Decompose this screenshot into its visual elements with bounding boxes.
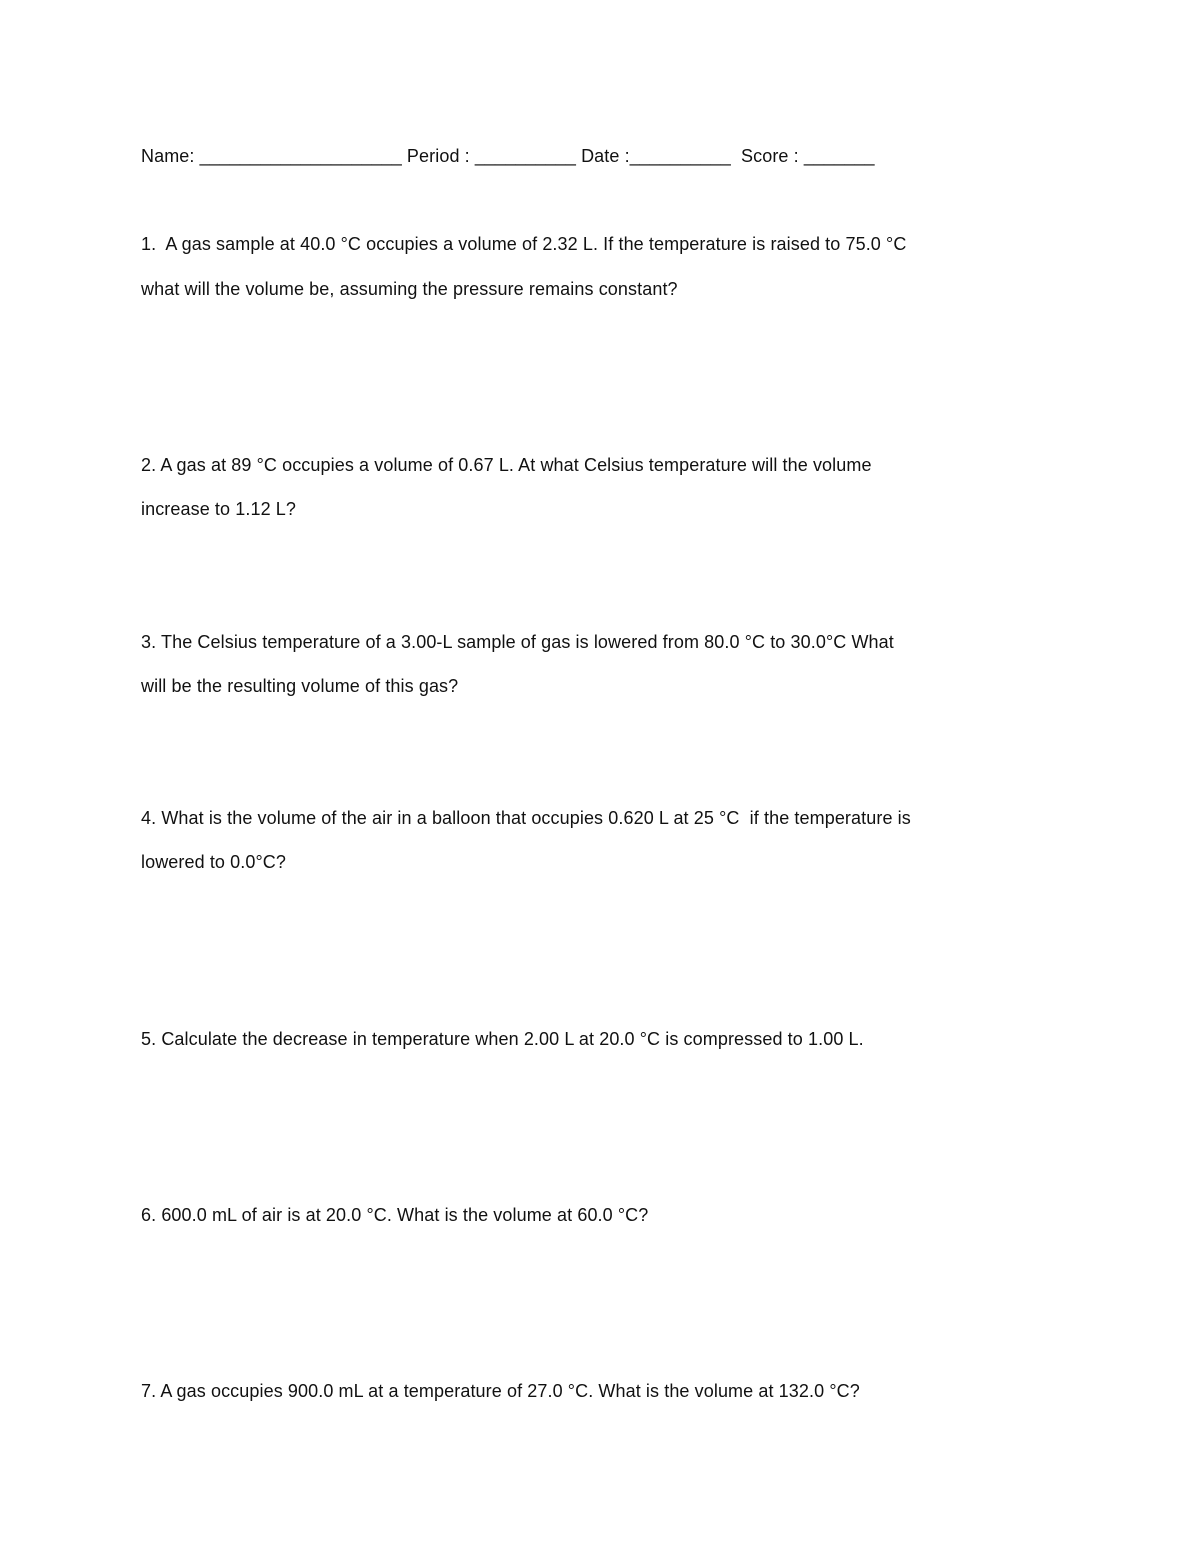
question-3-line-1: 3. The Celsius temperature of a 3.00-L sample of gas is lowered from 80.0 °C to 30.0°C What bbox=[141, 632, 894, 652]
question-7-line-1: 7. A gas occupies 900.0 mL at a temperature of 27.0 °C. What is the volume at 132.0 °C? bbox=[141, 1381, 860, 1401]
question-3-line-2: will be the resulting volume of this gas? bbox=[141, 676, 459, 696]
student-info-header: Name: ____________________ Period : __________ Date :__________ Score : _______ bbox=[141, 146, 875, 166]
question-2-line-1: 2. A gas at 89 °C occupies a volume of 0.67 L. At what Celsius temperature will the volume bbox=[141, 455, 872, 475]
question-1-line-1: 1. A gas sample at 40.0 °C occupies a volume of 2.32 L. If the temperature is raised to 75.0 °C bbox=[141, 234, 907, 254]
question-2-line-2: increase to 1.12 L? bbox=[141, 499, 297, 519]
question-5-line-1: 5. Calculate the decrease in temperature when 2.00 L at 20.0 °C is compressed to 1.00 L. bbox=[141, 1029, 864, 1049]
question-4-line-1: 4. What is the volume of the air in a balloon that occupies 0.620 L at 25 °C if the temperature is bbox=[141, 808, 911, 828]
question-1-line-2: what will the volume be, assuming the pressure remains constant? bbox=[141, 279, 678, 299]
question-6-line-1: 6. 600.0 mL of air is at 20.0 °C. What is the volume at 60.0 °C? bbox=[141, 1205, 649, 1225]
question-4-line-2: lowered to 0.0°C? bbox=[141, 852, 286, 872]
